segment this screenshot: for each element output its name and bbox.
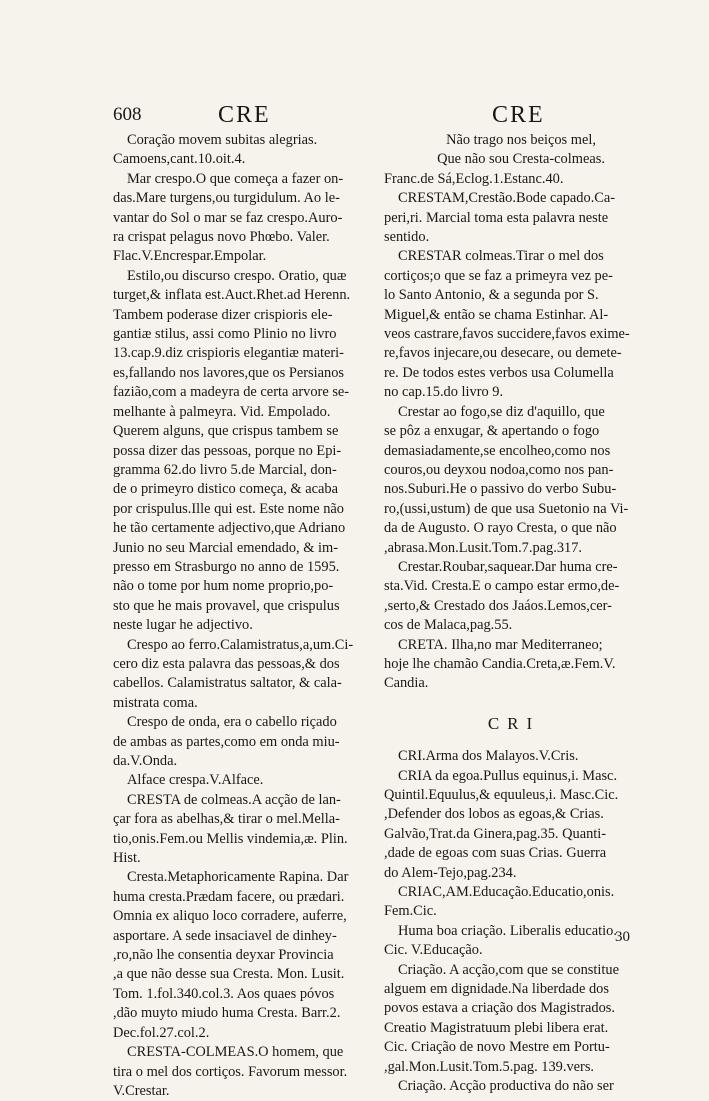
text-line: possa dizer das pessoas, porque no Epi-: [113, 442, 342, 459]
text-line: Cresta.Metaphoricamente Rapina. Dar: [127, 869, 349, 886]
text-line: cos de Malaca,pag.55.: [384, 617, 513, 634]
text-line: vantar do Sol o mar se faz crespo.Auro-: [113, 209, 343, 226]
text-line: nos.Suburi.He o passivo do verbo Subu-: [384, 481, 617, 498]
text-line: sentido.: [384, 229, 430, 246]
text-line: Omnia ex aliquo loco corradere, auferre,: [113, 908, 347, 925]
text-line: da.V.Onda.: [113, 753, 178, 769]
text-line: da de Augusto. O rayo Cresta, o que não: [384, 520, 617, 537]
text-line: Que não sou Cresta-colmeas.: [437, 151, 605, 168]
text-line: das.Mare turgens,ou turgidulum. Ao le-: [113, 190, 340, 207]
text-line: CRETA. Ilha,no mar Mediterraneo;: [398, 636, 603, 653]
text-line: no cap.15.do livro 9.: [384, 384, 504, 401]
text-line: veos castrare,favos succidere,favos exime-: [384, 326, 630, 343]
text-line: Criação. Acção productiva do não ser: [398, 1078, 614, 1095]
text-line: tio,onis.Fem.ou Mellis vindemia,æ. Plin.: [113, 830, 348, 847]
text-line: Cic. Criação de novo Mestre em Portu-: [384, 1039, 610, 1056]
text-line: Cic. V.Educação.: [384, 942, 483, 959]
text-line: por crispulus.Ille qui est. Este nome não: [113, 500, 345, 517]
text-line: de ambas as partes,como em onda miu-: [113, 733, 340, 750]
text-line: Dec.fol.27.col.2.: [113, 1024, 210, 1041]
text-line: Tambem poderase dizer crispioris ele-: [113, 306, 333, 323]
text-line: melhante à palmeyra. Vid. Empolado.: [113, 403, 331, 420]
text-line: presso em Strasburgo no anno de 1595.: [113, 558, 340, 575]
text-line: ,dão muyto miudo huma Cresta. Barr.2.: [113, 1005, 341, 1022]
text-line: V.Crestar.: [113, 1082, 170, 1099]
text-line: huma cresta.Prædam facere, ou prædari.: [113, 888, 345, 905]
right-column: [384, 131, 644, 1097]
text-line: CRESTAM,Crestão.Bode capado.Ca-: [398, 190, 616, 207]
text-line: he tão certamente adjectivo,que Adriano: [113, 520, 346, 537]
running-header-right: CRE: [492, 102, 545, 128]
text-line: lo Santo Antonio, & a segunda por S.: [384, 287, 599, 304]
text-line: Candia.: [384, 675, 429, 692]
text-line: ,dade de egoas com suas Crias. Guerra: [384, 845, 607, 862]
text-line: CRI.Arma dos Malayos.V.Cris.: [398, 748, 579, 765]
text-line: Camoens,cant.10.oit.4.: [113, 151, 246, 168]
left-column: [113, 131, 371, 1101]
text-line: gramma 62.do livro 5.de Marcial, don-: [113, 461, 337, 478]
text-line: gantiæ stilus, assi como Plinio no livro: [113, 326, 337, 343]
text-line: CRIA da egoa.Pullus equinus,i. Masc.: [398, 767, 618, 784]
text-line: asportare. A sede insaciavel de dinhey-: [113, 927, 337, 944]
text-line: Fem.Cic.: [384, 903, 437, 920]
text-line: Alface crespa.V.Alface.: [127, 772, 264, 789]
text-line: ,Defender dos lobos as egoas,& Crias.: [384, 806, 604, 823]
text-line: fazião,com a madeyra de certa arvore se-: [113, 384, 350, 401]
text-line: cabellos. Calamistratus saltator, & cala-: [113, 675, 342, 692]
text-line: tira o mel dos cortiços. Favorum messor.: [113, 1063, 348, 1080]
text-line: demasiadamente,se encolheo,como nos: [384, 442, 611, 459]
text-line: Tom. 1.fol.340.col.3. Aos quaes póvos: [113, 985, 335, 1002]
text-line: Crestar ao fogo,se diz d'aquillo, que: [398, 403, 605, 420]
text-line: Galvão,Trat.da Ginera,pag.35. Quanti-: [384, 825, 607, 842]
text-line: ,abrasa.Mon.Lusit.Tom.7.pag.317.: [384, 539, 583, 556]
text-line: cortiços;o que se faz a primeyra vez pe-: [384, 267, 613, 284]
text-line: do Alem-Tejo,pag.234.: [384, 864, 517, 881]
section-heading: CRI: [487, 713, 541, 733]
right-column-top: [384, 131, 644, 694]
text-line: cero diz esta palavra das pessoas,& dos: [113, 655, 340, 672]
text-line: peri,ri. Marcial toma esta palavra neste: [384, 209, 609, 226]
text-line: Crestar.Roubar,saquear.Dar huma cre-: [398, 558, 618, 575]
text-line: Querem alguns, que crispus tambem se: [113, 423, 339, 440]
text-line: neste lugar he adjectivo.: [113, 617, 253, 634]
text-line: CRESTA-COLMEAS.O homem, que: [127, 1044, 344, 1061]
text-line: 13.cap.9.diz crispioris elegantiæ materi-: [113, 345, 344, 362]
text-line: Mar crespo.O que começa a fazer on-: [127, 170, 344, 187]
text-line: CRESTAR colmeas.Tirar o mel dos: [398, 248, 604, 265]
right-column-bottom: [384, 747, 644, 1096]
text-line: de o primeyro distico começa, & acaba: [113, 481, 338, 498]
text-line: ,ro,não lhe consentia deyxar Provincia: [113, 947, 334, 964]
text-line: mistrata coma.: [113, 694, 198, 711]
text-line: CRESTA de colmeas.A acção de lan-: [127, 791, 341, 808]
text-line: ro,(ussi,ustum) de que usa Suetonio na Vi-: [384, 500, 629, 517]
text-line: sta.Vid. Cresta.E o campo estar ermo,de-: [384, 578, 620, 595]
running-header-left: CRE: [218, 102, 271, 128]
text-line: Flac.V.Encrespar.Empolar.: [113, 248, 267, 265]
text-line: não o tome por hum nome proprio,po-: [113, 578, 334, 595]
text-line: Coração movem subitas alegrias.: [127, 132, 318, 148]
text-line: hoje lhe chamão Candia.Creta,æ.Fem.V.: [384, 655, 616, 672]
text-line: Estilo,ou discurso crespo. Oratio, quæ: [127, 267, 347, 284]
text-line: couros,ou deyxou nodoa,como nos pan-: [384, 461, 614, 478]
text-line: re. De todos estes verbos usa Columella: [384, 364, 614, 381]
text-line: ra crispat pelagus novo Phœbo. Valer.: [113, 229, 330, 246]
text-line: Quintil.Equulus,& equuleus,i. Masc.Cic.: [384, 787, 619, 803]
text-line: Franc.de Sá,Eclog.1.Estanc.40.: [384, 170, 564, 187]
text-line: Hist.: [113, 850, 141, 867]
text-line: sto que he mais provavel, que crispulus: [113, 597, 340, 614]
text-line: re,favos injecare,ou desecare, ou demete-: [384, 345, 622, 362]
text-line: alguem em dignidade.Na liberdade dos: [384, 981, 609, 998]
text-line: Creatio Magistratuum plebi libera erat.: [384, 1019, 609, 1036]
text-line: çar fora as abelhas,& tirar o mel.Mella-: [113, 811, 340, 828]
text-line: ,gal.Mon.Lusit.Tom.5.pag. 139.vers.: [384, 1058, 595, 1075]
text-line: Crespo de onda, era o cabello riçado: [127, 714, 337, 731]
text-line: turget,& inflata est.Auct.Rhet.ad Herenn.: [113, 287, 351, 304]
text-line: Huma boa criação. Liberalis educatio.: [398, 922, 617, 939]
text-line: Criação. A acção,com que se constitue: [398, 961, 619, 978]
text-line: es,fallando nos lavores,que os Persianos: [113, 364, 345, 381]
page-number: 608: [113, 104, 142, 125]
text-line: ,a que não desse sua Cresta. Mon. Lusit.: [113, 966, 345, 983]
text-line: se pôz a enxugar, & apertando o fogo: [384, 423, 600, 440]
text-line: Crespo ao ferro.Calamistratus,a,um.Ci-: [127, 636, 354, 653]
text-line: Junio no seu Marcial emendado, & im-: [113, 539, 339, 556]
text-line: ,serto,& Crestado dos Jaáos.Lemos,cer-: [384, 597, 612, 614]
text-line: Miguel,& então se chama Estinhar. Al-: [384, 306, 609, 323]
text-line: CRIAC,AM.Educação.Educatio,onis.: [398, 884, 615, 901]
text-line: Não trago nos beiços mel,: [446, 132, 596, 148]
text-line: povos estava a criação dos Magistrados.: [384, 1000, 615, 1017]
catchword: 30: [615, 929, 630, 945]
